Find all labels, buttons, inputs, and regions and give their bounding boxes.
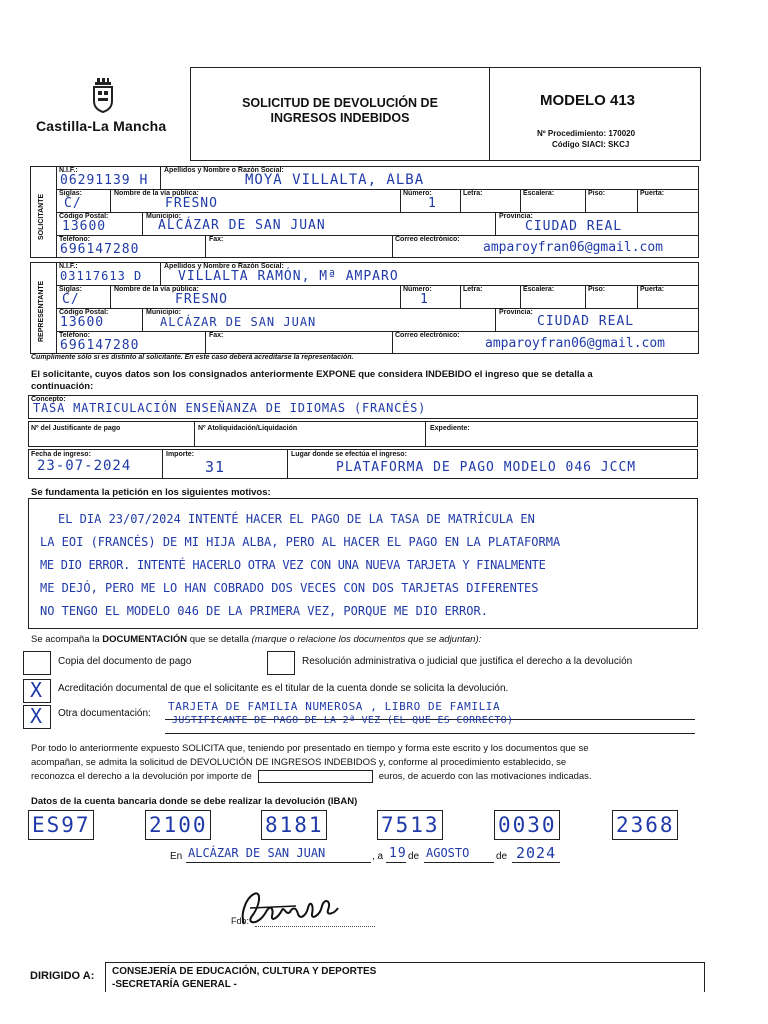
- motivos-title: Se fundamenta la petición en los siguientes motivos:: [31, 487, 271, 498]
- fecha-label: Fecha de ingreso:: [31, 451, 91, 458]
- siglas-value[interactable]: C/: [64, 196, 82, 211]
- rep-postal-code-value[interactable]: 13600: [60, 315, 105, 330]
- logo-text: Castilla-La Mancha: [36, 118, 167, 134]
- stair-label: Escalera:: [523, 190, 555, 197]
- month-value[interactable]: AGOSTO: [426, 846, 470, 860]
- iban-group[interactable]: 2368: [612, 810, 678, 840]
- autoliquidacion-label: Nº Atoliquidación/Liquidación: [198, 425, 298, 432]
- fecha-value[interactable]: 23-07-2024: [37, 458, 132, 474]
- rep-letter-label: Letra:: [463, 286, 483, 293]
- phone-value[interactable]: 696147280: [60, 242, 140, 257]
- motivo-line: LA EOI (FRANCÉS) DE MI HIJA ALBA, PERO AL HACER EL PAGO EN LA PLATAFORMA: [40, 535, 561, 549]
- check-mark-icon: X: [30, 678, 44, 702]
- day-value[interactable]: 19: [389, 846, 407, 861]
- expone-text-2: continuación:: [31, 381, 94, 392]
- checkbox-copia-pago[interactable]: [23, 651, 51, 675]
- name-label: Apellidos y Nombre o Razón Social:: [164, 167, 284, 174]
- number-label: Número:: [403, 190, 432, 197]
- rep-nif-value[interactable]: 03117613 D: [60, 269, 143, 283]
- logo: [30, 78, 175, 138]
- place-value[interactable]: ALCÁZAR DE SAN JUAN: [188, 846, 326, 860]
- iban-group[interactable]: ES97: [28, 810, 94, 840]
- dirigido-line2: -SECRETARÍA GENERAL -: [112, 979, 237, 990]
- postal-code-label: Código Postal:: [59, 213, 109, 220]
- dirigido-label: DIRIGIDO A:: [30, 970, 95, 982]
- importe-devolucion-field[interactable]: [258, 770, 373, 783]
- otra-documentacion-line1[interactable]: TARJETA DE FAMILIA NUMEROSA , LIBRO DE FAMILIA: [168, 700, 501, 713]
- postal-code-value[interactable]: 13600: [62, 219, 107, 234]
- siglas-label: Siglas:: [59, 190, 82, 197]
- iban-group[interactable]: 2100: [145, 810, 211, 840]
- option-copia-pago: Copia del documento de pago: [58, 656, 192, 667]
- justificante-row: [28, 421, 698, 447]
- lugar-label: Lugar donde se efectúa el ingreso:: [291, 451, 407, 458]
- otra-documentacion-line2[interactable]: JUSTIFICANTE DE PAGO DE LA 2ª VEZ (EL QUE ES CORRECTO): [172, 715, 514, 726]
- signature-label: Fdo:: [231, 916, 250, 926]
- de-label: de: [496, 851, 508, 862]
- lugar-value[interactable]: PLATAFORMA DE PAGO MODELO 046 JCCM: [336, 460, 637, 475]
- a-label: , a: [372, 851, 384, 862]
- rep-siglas-value[interactable]: C/: [62, 292, 80, 307]
- nif-label: N.I.F.:: [59, 167, 78, 174]
- rep-street-value[interactable]: FRESNO: [175, 292, 228, 307]
- rep-floor-label: Piso:: [588, 286, 606, 293]
- concepto-value[interactable]: TASA MATRICULACIÓN ENSEÑANZA DE IDIOMAS (FRANCÉS): [33, 401, 427, 415]
- rep-name-label: Apellidos y Nombre o Razón Social:: [164, 263, 284, 270]
- option-acreditacion: Acreditación documental de que el solicitante es el titular de la cuenta donde se solicita la devolución.: [58, 683, 509, 694]
- dirigido-line1: CONSEJERÍA DE EDUCACIÓN, CULTURA Y DEPORTES: [112, 966, 377, 977]
- en-label: En: [170, 851, 183, 862]
- checkbox-resolucion[interactable]: [267, 651, 295, 675]
- street-label: Nombre de la vía pública:: [114, 190, 199, 197]
- nif-value[interactable]: 06291139 H: [60, 173, 149, 188]
- de-label: de: [408, 851, 420, 862]
- rep-nif-label: N.I.F.:: [59, 263, 78, 270]
- iban-title: Datos de la cuenta bancaria donde se debe realizar la devolución (IBAN): [31, 796, 358, 807]
- rep-phone-label: Teléfono:: [59, 332, 90, 339]
- importe-value[interactable]: 31: [205, 458, 226, 476]
- rep-number-label: Número:: [403, 286, 432, 293]
- province-label: Provincia:: [499, 213, 533, 220]
- solicitante-side-label: SOLICITANTE: [38, 193, 45, 240]
- motivo-line: EL DIA 23/07/2024 INTENTÉ HACER EL PAGO DE LA TASA DE MATRÍCULA EN: [58, 512, 535, 526]
- rep-door-label: Puerta:: [640, 286, 665, 293]
- city-label: Municipio:: [146, 213, 181, 220]
- expone-text: El solicitante, cuyos datos son los consignados anteriormente EXPONE que considera INDEBIDO el ingreso que se detalla a: [31, 369, 593, 380]
- rep-city-label: Municipio:: [146, 309, 181, 316]
- rep-email-label: Correo electrónico:: [395, 332, 460, 339]
- concepto-label: Concepto:: [31, 396, 66, 403]
- form-title: SOLICITUD DE DEVOLUCIÓN DE INGRESOS INDEBIDOS: [242, 96, 438, 125]
- rep-number-value[interactable]: 1: [420, 292, 429, 307]
- motivo-line: ME DIO ERROR. INTENTÉ HACERLO OTRA VEZ CON UNA NUEVA TARJETA Y FINALMENTE: [40, 558, 546, 572]
- letter-label: Letra:: [463, 190, 483, 197]
- iban-group[interactable]: 0030: [494, 810, 560, 840]
- documentacion-title: Se acompaña la DOCUMENTACIÓN que se detalla (marque o relacione los documentos que se adjuntan):: [31, 634, 482, 645]
- rep-stair-label: Escalera:: [523, 286, 555, 293]
- option-resolucion: Resolución administrativa o judicial que justifica el derecho a la devolución: [302, 656, 633, 667]
- email-label: Correo electrónico:: [395, 236, 460, 243]
- coat-of-arms-icon: [88, 78, 118, 114]
- check-mark-icon: X: [30, 704, 44, 728]
- name-value[interactable]: MOYA VILLALTA, ALBA: [245, 172, 425, 188]
- representante-side-label: REPRESENTANTE: [38, 280, 45, 342]
- floor-label: Piso:: [588, 190, 606, 197]
- rep-phone-value[interactable]: 696147280: [60, 338, 140, 353]
- expediente-label: Expediente:: [430, 425, 470, 432]
- phone-label: Teléfono:: [59, 236, 90, 243]
- motivos-text[interactable]: [40, 508, 560, 623]
- iban-group[interactable]: 7513: [377, 810, 443, 840]
- rep-postal-code-label: Código Postal:: [59, 309, 109, 316]
- rep-province-label: Provincia:: [499, 309, 533, 316]
- door-label: Puerta:: [640, 190, 665, 197]
- procedure-number: Nº Procedimiento: 170020: [537, 129, 636, 138]
- rep-street-label: Nombre de la vía pública:: [114, 286, 199, 293]
- motivo-line: ME DEJÓ, PERO ME LO HAN COBRADO DOS VECES CON DOS TARJETAS DIFERENTES: [40, 581, 539, 595]
- option-otra: Otra documentación:: [58, 708, 151, 719]
- model-number: MODELO 413: [540, 92, 636, 109]
- importe-label: Importe:: [166, 451, 194, 458]
- motivo-line: NO TENGO EL MODELO 046 DE LA PRIMERA VEZ, PORQUE ME DIO ERROR.: [40, 604, 488, 618]
- representation-note: Cumplimente sólo si es distinto al solicitante. En este caso deberá acreditarse la representación.: [31, 354, 354, 361]
- siaci-code: Código SIACI: SKCJ: [552, 140, 630, 149]
- fax-label: Fax:: [209, 236, 224, 243]
- email-value[interactable]: amparoyfran06@gmail.com: [483, 240, 664, 255]
- province-value[interactable]: CIUDAD REAL: [525, 219, 623, 234]
- rep-province-value[interactable]: CIUDAD REAL: [537, 314, 635, 329]
- number-value[interactable]: 1: [428, 196, 437, 211]
- year-value[interactable]: 2024: [516, 844, 557, 862]
- rep-fax-label: Fax:: [209, 332, 224, 339]
- rep-name-value[interactable]: VILLALTA RAMÓN, Mª AMPARO: [178, 269, 399, 284]
- street-value[interactable]: FRESNO: [165, 196, 218, 211]
- rep-city-value[interactable]: ALCÁZAR DE SAN JUAN: [160, 315, 317, 329]
- rep-email-value[interactable]: amparoyfran06@gmail.com: [485, 336, 666, 351]
- solicita-text: Por todo lo anteriormente expuesto SOLICITA que, teniendo por presentado en tiempo y forma este escrito y los documentos que se acompañan, se admita la solicitud de DEVOLUCIÓN DE INGRESOS INDEBIDOS y, conforme al procedimiento establecido, se reconozca el derecho a la devolución por importe de euros, de acuerdo con las motivaciones indicadas.: [31, 743, 592, 783]
- iban-group[interactable]: 8181: [261, 810, 327, 840]
- city-value[interactable]: ALCÁZAR DE SAN JUAN: [158, 218, 326, 233]
- signature: [236, 886, 346, 936]
- rep-siglas-label: Siglas:: [59, 286, 82, 293]
- justificante-label: Nº del Justificante de pago: [31, 425, 121, 432]
